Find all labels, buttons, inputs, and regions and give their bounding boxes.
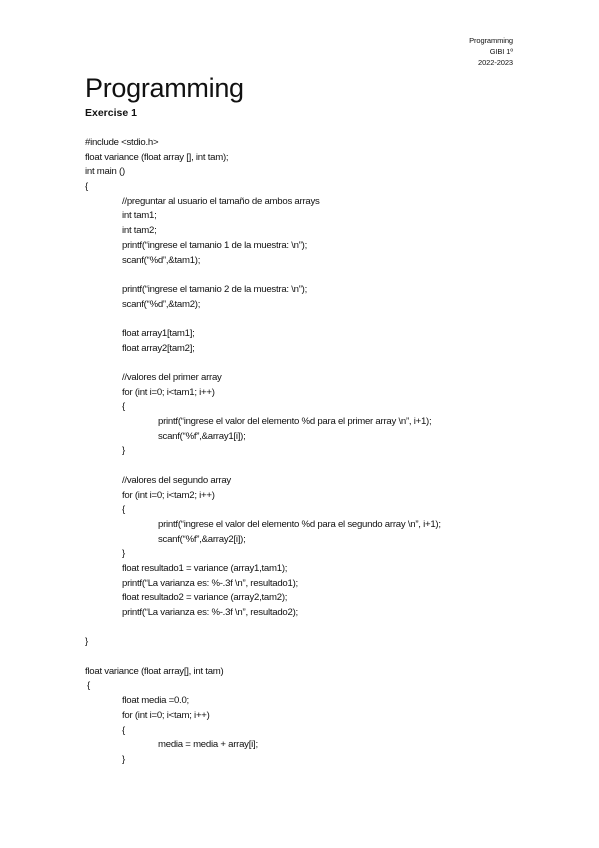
- code-line: int tam2;: [122, 225, 157, 237]
- code-line: //valores del segundo array: [122, 474, 231, 486]
- code-line: printf(“La varianza es: %-.3f \n”, resultado1);: [122, 577, 298, 589]
- code-line: {: [122, 724, 125, 736]
- code-line: for (int i=0; i<tam; i++): [122, 709, 210, 721]
- code-line: for (int i=0; i<tam1; i++): [122, 386, 215, 398]
- code-line: scanf(“%d”,&tam2);: [122, 298, 201, 310]
- header-year: 2022-2023: [478, 58, 513, 67]
- code-line: float variance (float array[], int tam): [85, 665, 224, 677]
- code-line: scanf(“%f”,&array2[i]);: [158, 533, 246, 545]
- header-group: GIBI 1º: [489, 47, 513, 56]
- code-line: float media =0.0;: [122, 695, 189, 707]
- code-line: scanf(“%f”,&array1[i]);: [158, 430, 246, 442]
- code-line: printf(“ingrese el tamanio 1 de la muestra: \n”);: [122, 239, 308, 251]
- code-line: //valores del primer array: [122, 372, 222, 383]
- page-title: Programming: [85, 73, 244, 103]
- code-line: float variance (float array [], int tam);: [85, 151, 229, 163]
- code-line: for (int i=0; i<tam2; i++): [122, 489, 215, 501]
- header-course: Programming: [469, 36, 513, 45]
- code-line: media = media + array[i];: [158, 739, 258, 751]
- code-line: }: [122, 753, 125, 765]
- code-line: int tam1;: [122, 210, 157, 222]
- running-header: [469, 35, 513, 68]
- code-line: {: [85, 181, 88, 193]
- code-blank-line: [85, 356, 545, 371]
- code-blank-line: [85, 312, 545, 327]
- code-blank-line: [85, 650, 545, 665]
- code-line: printf(“La varianza es: %-.3f \n”, resultado2);: [122, 607, 298, 618]
- code-line: float array1[tam1];: [122, 327, 195, 339]
- code-blank-line: [85, 621, 545, 636]
- code-blank-line: [85, 459, 545, 474]
- code-line: float resultado1 = variance (array1,tam1);: [122, 562, 288, 574]
- code-blank-line: [85, 268, 545, 283]
- exercise-heading: Exercise 1: [85, 107, 137, 119]
- code-line: printf(“ingrese el valor del elemento %d para el primer array \n”, i+1);: [158, 416, 432, 428]
- code-listing: [85, 136, 545, 768]
- code-line: #include <stdio.h>: [85, 137, 159, 148]
- code-line: {: [122, 504, 125, 516]
- code-line: float array2[tam2];: [122, 342, 195, 354]
- code-line: {: [87, 680, 90, 692]
- code-line: }: [122, 445, 125, 457]
- code-line: printf(“ingrese el tamanio 2 de la muestra: \n”);: [122, 283, 308, 295]
- code-line: printf(“ingrese el valor del elemento %d para el segundo array \n”, i+1);: [158, 518, 441, 530]
- code-line: {: [122, 401, 125, 413]
- code-line: scanf(“%d”,&tam1);: [122, 254, 201, 266]
- code-line: }: [85, 636, 88, 648]
- code-line: }: [122, 548, 125, 560]
- code-line: //preguntar al usuario el tamaño de ambos arrays: [122, 195, 320, 207]
- code-line: float resultado2 = variance (array2,tam2);: [122, 592, 288, 604]
- code-line: int main (): [85, 166, 125, 178]
